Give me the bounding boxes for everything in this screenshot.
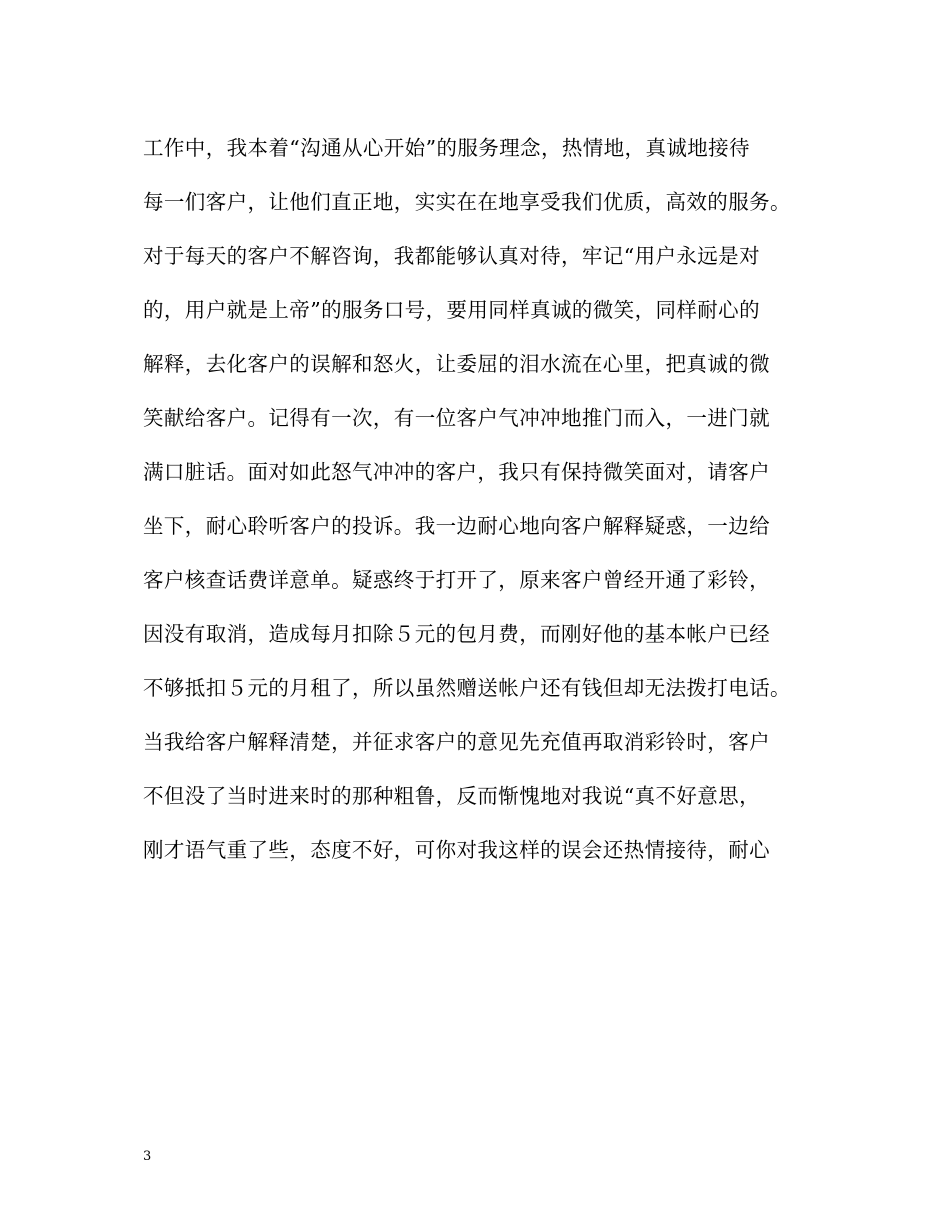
text-line: 不但没了当时进来时的那种粗鲁，反而惭愧地对我说“真不好意思， [143, 784, 760, 808]
text-line: 笑献给客户。记得有一次，有一位客户气冲冲地推门而入，一进门就 [143, 406, 770, 430]
page-number: 3 [143, 1149, 152, 1164]
text-line: 刚才语气重了些，态度不好，可你对我这样的误会还热情接待，耐心 [143, 838, 770, 862]
text-line: 解释，去化客户的误解和怒火，让委屈的泪水流在心里，把真诚的微 [143, 352, 770, 376]
text-line: 工作中，我本着“沟通从心开始”的服务理念，热情地，真诚地接待 [143, 136, 750, 160]
text-line: 的，用户就是上帝”的服务口号，要用同样真诚的微笑，同样耐心的 [143, 298, 760, 322]
text-line: 每一们客户，让他们直正地，实实在在地享受我们优质，高效的服务。 [143, 190, 791, 214]
text-line: 不够抵扣５元的月租了，所以虽然赠送帐户还有钱但却无法拨打电话。 [143, 676, 791, 700]
text-line: 对于每天的客户不解咨询，我都能够认真对待，牢记“用户永远是对 [143, 244, 760, 268]
text-line: 客户核查话费详意单。疑惑终于打开了，原来客户曾经开通了彩铃， [143, 568, 770, 592]
text-line: 坐下，耐心聆听客户的投诉。我一边耐心地向客户解释疑惑，一边给 [143, 514, 770, 538]
text-line: 当我给客户解释清楚，并征求客户的意见先充值再取消彩铃时，客户 [143, 730, 770, 754]
body-text [143, 121, 823, 877]
text-line: 因没有取消，造成每月扣除５元的包月费，而刚好他的基本帐户已经 [143, 622, 770, 646]
text-line: 满口脏话。面对如此怒气冲冲的客户，我只有保持微笑面对，请客户 [143, 460, 770, 484]
